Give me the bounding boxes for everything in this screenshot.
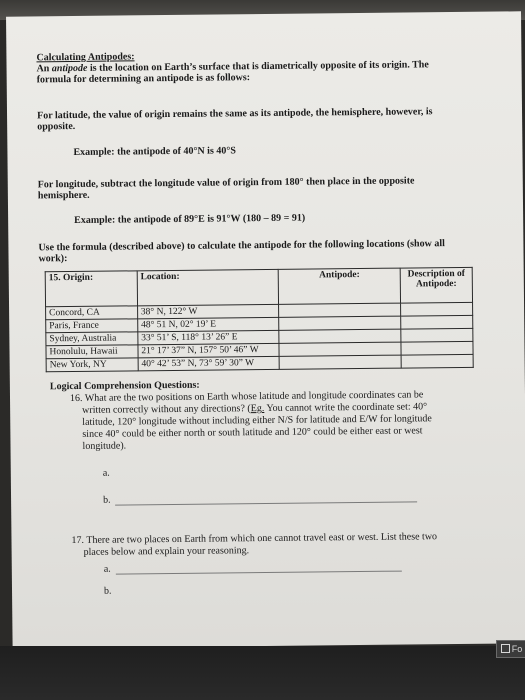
column-header-origin: 15. Origin: <box>45 271 137 307</box>
answer-17b-label: b. <box>103 585 112 597</box>
origin-cell: Concord, CA <box>46 306 138 320</box>
question-16-line-2: written correctly without any directions? (Eg. You cannot write the coordinate set: 40° <box>82 401 428 416</box>
fo-button[interactable]: Fo <box>496 640 525 658</box>
longitude-rule-line-1: For longitude, subtract the longitude value of origin from 180° then place in the opposite <box>37 175 415 191</box>
longitude-example: Example: the antipode of 89°E is 91°W (180 – 89 = 91) <box>74 212 306 226</box>
longitude-rule-line-2: hemisphere. <box>37 189 90 202</box>
description-cell[interactable] <box>401 302 473 316</box>
question-16-line-1: 16. What are the two positions on Earth whose latitude and longitude coordinates can be <box>69 389 424 405</box>
antipode-cell[interactable] <box>279 355 401 369</box>
definition-line-1: An antipode is the location on Earth’s surface that is diametrically opposite of its origin. The <box>36 59 429 75</box>
instruction-line-2: work): <box>38 253 68 265</box>
antipode-cell[interactable] <box>279 316 401 330</box>
location-cell: 48° 51 N, 02° 19’ E <box>137 317 279 331</box>
section-heading: Calculating Antipodes: <box>36 51 135 64</box>
answer-16b-line[interactable] <box>115 501 417 505</box>
comprehension-heading: Logical Comprehension Questions: <box>49 379 200 393</box>
question-16-line-3: latitude, 120° longitude without including either N/S for latitude and E/W for longitude <box>82 413 432 428</box>
column-header-antipode: Antipode: <box>279 268 401 304</box>
antipode-cell[interactable] <box>279 303 401 317</box>
location-cell: 40° 42’ 53” N, 73° 59’ 30” W <box>138 356 280 370</box>
location-cell: 21° 17’ 37” N, 157° 50’ 46” W <box>138 343 280 357</box>
answer-17a-label: a. <box>103 563 111 575</box>
location-cell: 33° 51’ S, 118° 13’ 26” E <box>138 330 280 344</box>
origin-cell: Sydney, Australia <box>46 332 138 346</box>
description-cell[interactable] <box>401 328 473 342</box>
antipode-cell[interactable] <box>279 342 401 356</box>
answer-16a-label: a. <box>102 467 110 479</box>
antipode-cell[interactable] <box>279 329 401 343</box>
latitude-example: Example: the antipode of 40°N is 40°S <box>73 145 236 158</box>
column-header-description: Description of Antipode: <box>400 267 472 303</box>
latitude-rule-line-2: opposite. <box>37 120 76 133</box>
latitude-rule-line-1: For latitude, the value of origin remains the same as its antipode, the hemisphere, however, is <box>36 106 433 122</box>
answer-16b-label: b. <box>103 494 111 506</box>
origin-cell: New York, NY <box>46 358 138 372</box>
description-cell[interactable] <box>401 354 473 368</box>
question-16-line-4: since 40° could be either north or south latitude and 120° could be either east or west <box>82 425 423 440</box>
table-header-row <box>45 267 472 306</box>
window-icon <box>501 644 510 653</box>
origin-cell: Paris, France <box>46 319 138 333</box>
definition-line-2: formula for determining an antipode is as follows: <box>36 72 251 86</box>
instruction-line-1: Use the formula (described above) to calculate the antipode for the following locations (show all <box>38 238 445 254</box>
answer-17a-line[interactable] <box>116 571 402 575</box>
worksheet-page <box>6 11 525 648</box>
origin-cell: Honolulu, Hawaii <box>46 345 138 359</box>
question-17-line-1: 17. There are two places on Earth from which one cannot travel east or west. List these two <box>71 531 438 547</box>
description-cell[interactable] <box>401 341 473 355</box>
question-17-line-2: places below and explain your reasoning. <box>83 545 250 558</box>
location-cell: 38° N, 122° W <box>137 304 279 318</box>
question-16-line-5: longitude). <box>82 440 127 452</box>
screen-bottom-area <box>0 646 525 700</box>
description-cell[interactable] <box>401 315 473 329</box>
antipode-table <box>45 267 474 372</box>
column-header-location: Location: <box>137 269 279 305</box>
